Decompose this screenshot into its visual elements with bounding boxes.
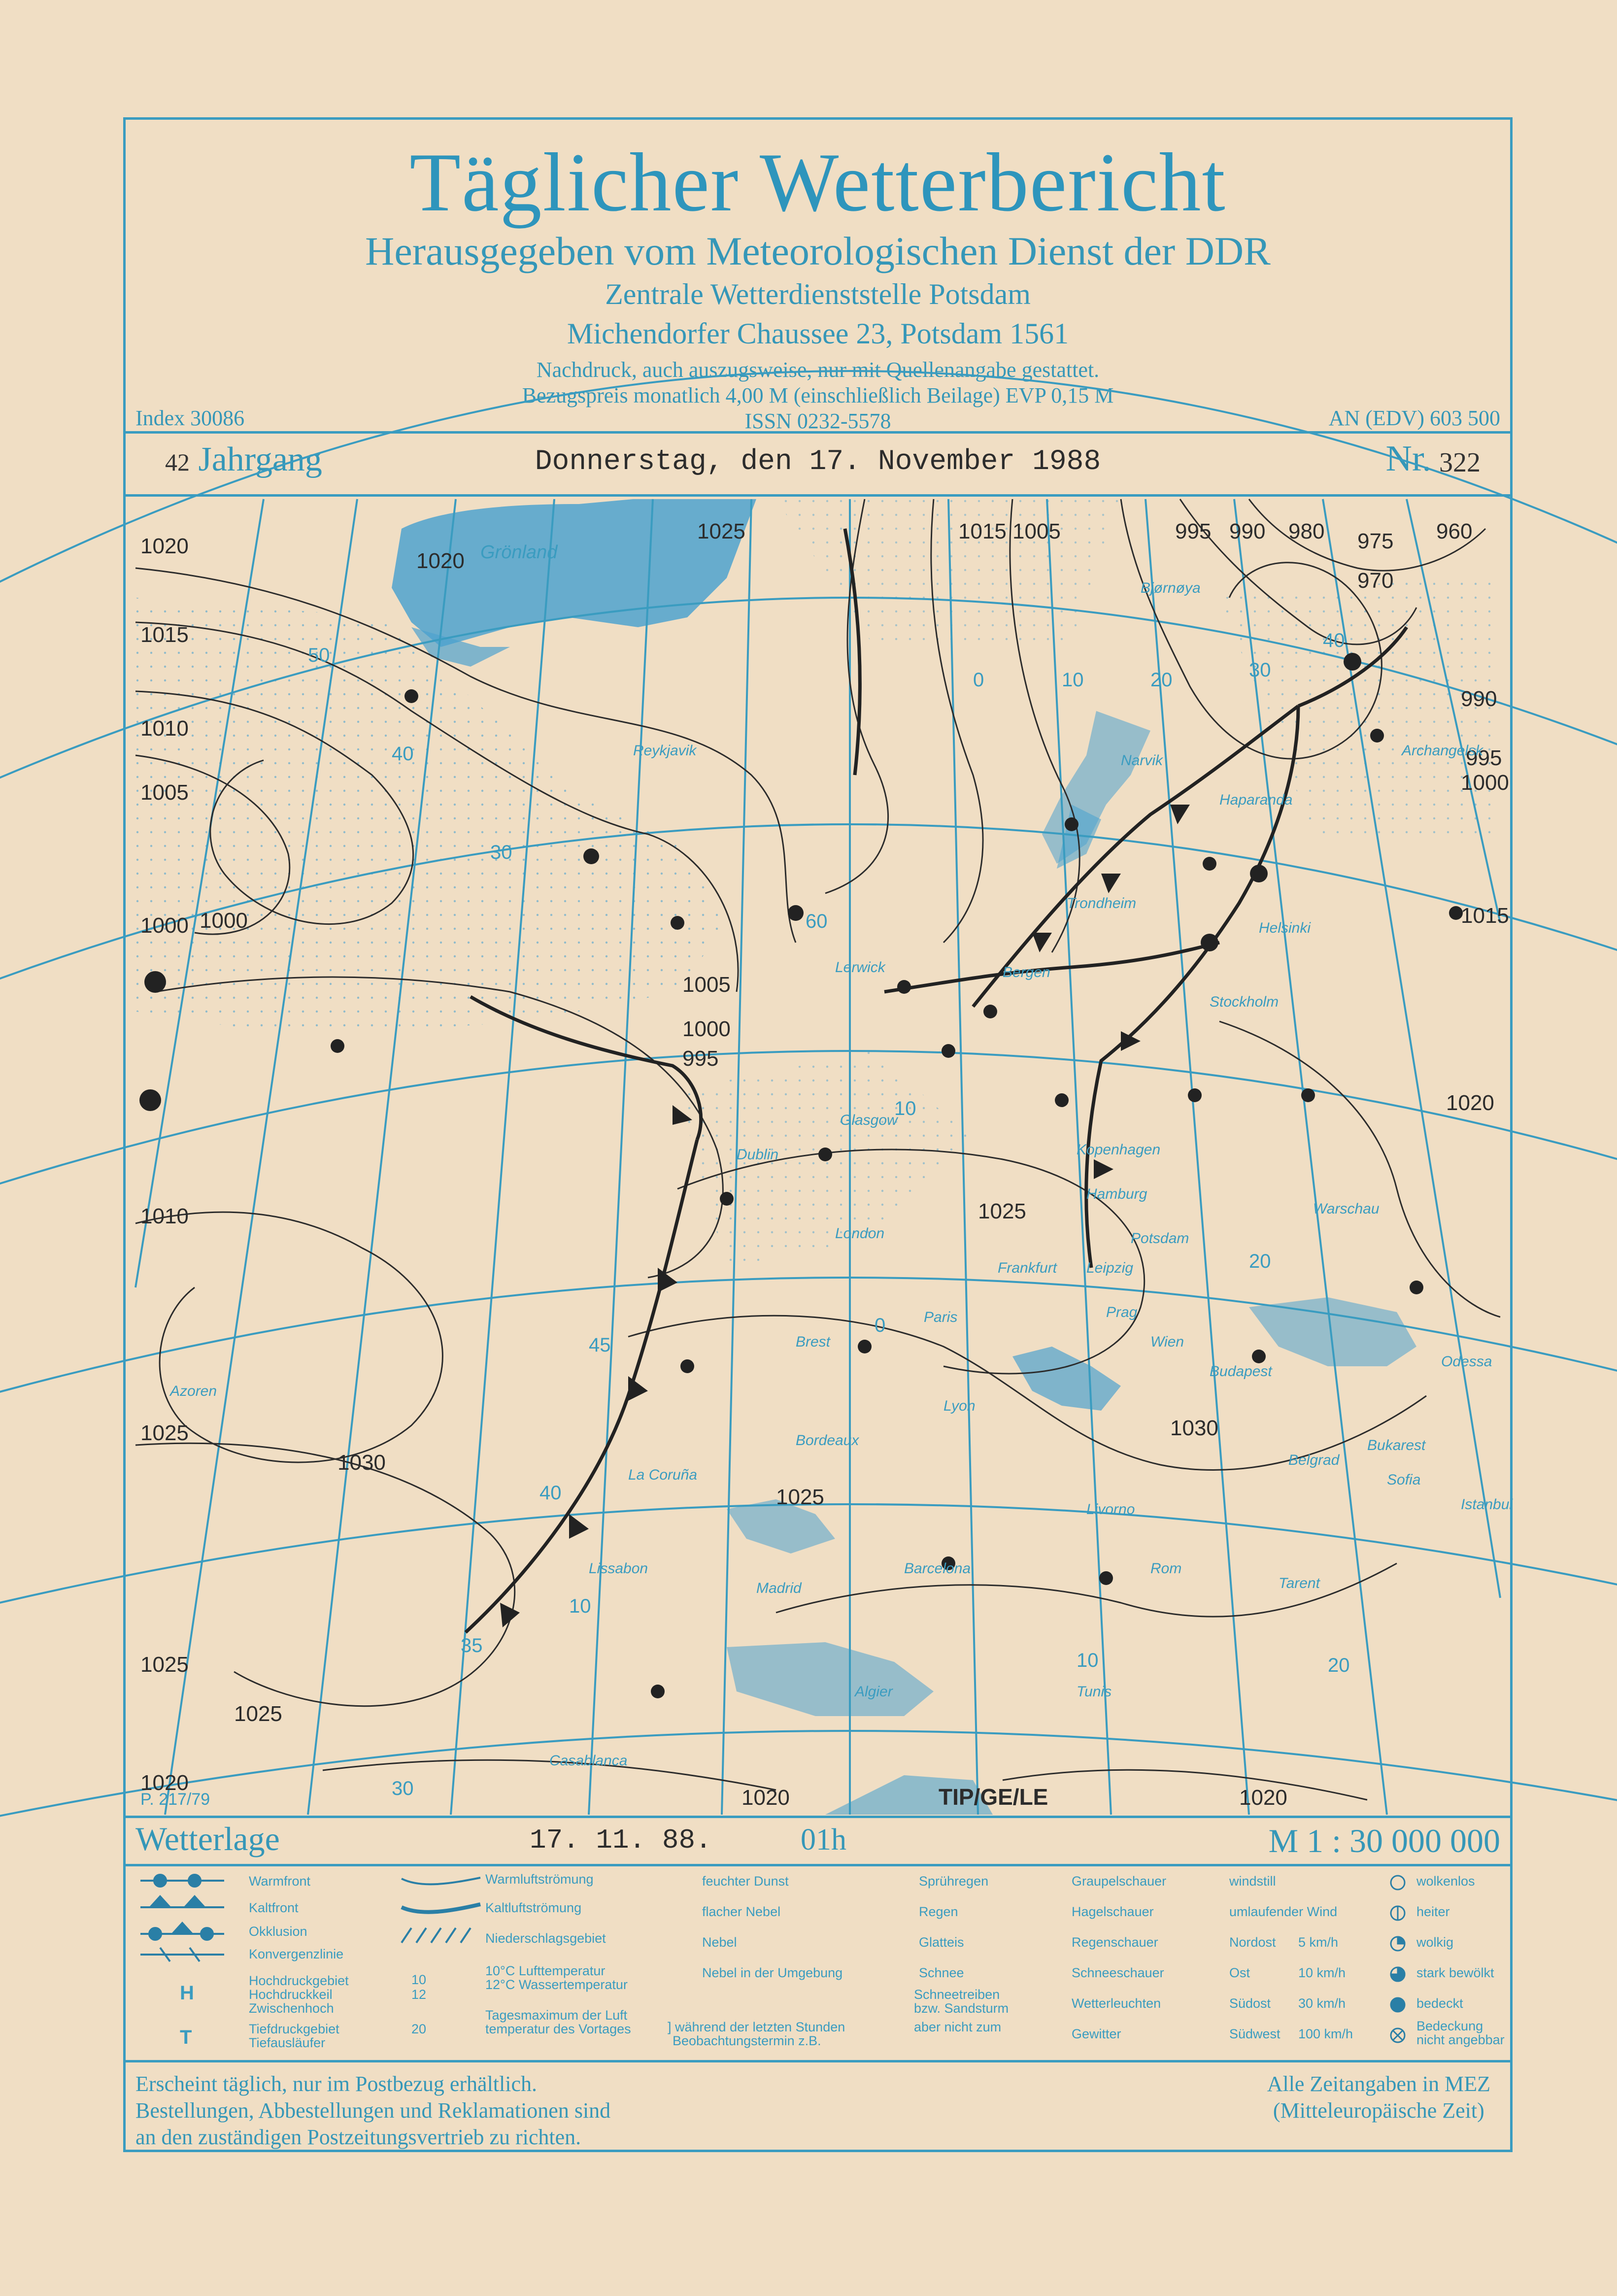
- place-label: Sofia: [1387, 1472, 1421, 1488]
- legend-wolkenlos: wolkenlos: [1416, 1874, 1475, 1889]
- sky-obscured-mark: [1393, 2030, 1403, 2040]
- place-label: Warschau: [1313, 1201, 1380, 1217]
- station: [583, 848, 599, 864]
- front-semicircle: [144, 971, 166, 993]
- front-semicircle: [201, 1928, 213, 1940]
- reprint-note-1: Nachdruck, auch auszugsweise, nur mit Quellenangabe gestattet.: [536, 358, 1100, 382]
- pressure-label: 1000: [200, 909, 248, 933]
- divider: [126, 2060, 1510, 2062]
- station: [818, 1148, 832, 1161]
- legend-suedost: Südost: [1229, 1996, 1271, 2011]
- price-note: Bezugspreis monatlich 4,00 M (einschließlich Beilage) EVP 0,15 M: [522, 383, 1114, 407]
- lon-label: 0: [875, 1315, 886, 1336]
- place-label: Narvik: [1121, 752, 1163, 769]
- station: [1055, 1093, 1069, 1107]
- station: [897, 980, 911, 994]
- station: [788, 905, 804, 921]
- time-note-sub: (Mitteleuropäische Zeit): [1273, 2098, 1484, 2123]
- place-label: Tarent: [1279, 1575, 1320, 1591]
- nr-value: 322: [1439, 447, 1481, 478]
- place-label: Glasgow: [840, 1112, 898, 1128]
- pressure-label: 1020: [416, 549, 465, 573]
- place-label: Brest: [796, 1334, 831, 1350]
- place-label: Haparanda: [1219, 792, 1293, 808]
- wetterlage-label: Wetterlage: [135, 1820, 280, 1857]
- front-triangle: [500, 1603, 520, 1627]
- legend-stark-bewoelkt: stark bewölkt: [1416, 1965, 1494, 1980]
- place-label: Azoren: [170, 1383, 217, 1399]
- lon-label: 40: [1323, 630, 1345, 651]
- front-semicircle: [149, 1928, 161, 1940]
- map-scale: M 1 : 30 000 000: [1268, 1822, 1500, 1859]
- lon-label: 30: [1249, 659, 1271, 681]
- place-label: Livorno: [1086, 1501, 1135, 1518]
- lon-label: 20: [1249, 1250, 1271, 1272]
- lat-label: 40: [539, 1482, 562, 1504]
- convergence-line: [884, 943, 1219, 992]
- front-triangle: [1170, 805, 1190, 824]
- place-label: Belgrad: [1288, 1452, 1340, 1468]
- legend-speed: 30 km/h: [1298, 1996, 1346, 2011]
- lat-label: 60: [806, 911, 828, 932]
- legend-konvergenz: Konvergenzlinie: [249, 1947, 344, 1961]
- footer: [126, 2066, 1510, 2150]
- wetterlage-date: 17. 11. 88.: [530, 1824, 712, 1856]
- legend-nicht-angebbar: nicht angebbar: [1416, 2032, 1505, 2047]
- station: [331, 1039, 344, 1053]
- pressure-label: 1030: [1170, 1416, 1218, 1440]
- place-label: Paris: [924, 1309, 958, 1325]
- overcast-icon: [1391, 1998, 1405, 2012]
- weather-map-svg: [135, 499, 1513, 1815]
- legend-gewitter: Gewitter: [1072, 2026, 1121, 2041]
- wetterlage-row: [126, 1820, 1510, 1864]
- front-triangle: [172, 1923, 192, 1934]
- legend-beobachtung: Beobachtungstermin z.B.: [673, 2033, 821, 2048]
- front-semicircle: [139, 1089, 161, 1111]
- place-label: Bergen: [1003, 964, 1050, 980]
- station: [1252, 1350, 1266, 1363]
- clear-sky-icon: [1391, 1876, 1405, 1890]
- legend-nebel: Nebel: [702, 1935, 737, 1950]
- legend-bedeckung: Bedeckung: [1416, 2019, 1483, 2033]
- footer-line: Erscheint täglich, nur im Postbezug erhältlich.: [135, 2072, 538, 2096]
- station: [671, 916, 684, 930]
- lat-label: 35: [461, 1635, 483, 1656]
- place-label: Grönland: [480, 542, 558, 563]
- place-label: Tunis: [1077, 1684, 1112, 1700]
- pressure-label: 1025: [978, 1199, 1026, 1223]
- nr-label: Nr.: [1385, 439, 1431, 479]
- front-semicircle: [154, 1875, 166, 1887]
- jahrgang-number: 42: [165, 448, 190, 476]
- legend-kaltfront: Kaltfront: [249, 1900, 299, 1915]
- legend-niederschlag: Niederschlagsgebiet: [485, 1931, 606, 1946]
- legend-letzte-stunden: ] während der letzten Stunden: [668, 2020, 845, 2034]
- legend-sandsturm: bzw. Sandsturm: [914, 2001, 1009, 2016]
- front-triangle: [1094, 1159, 1113, 1179]
- pressure-label: 995: [1175, 519, 1212, 543]
- lon-label: 0: [973, 669, 984, 691]
- legend-heiter: heiter: [1416, 1904, 1450, 1919]
- station: [651, 1685, 665, 1698]
- lat-label: 50: [308, 644, 330, 666]
- legend-windstill: windstill: [1229, 1874, 1276, 1889]
- front-triangle: [150, 1896, 170, 1907]
- pressure-label: 990: [1461, 687, 1497, 711]
- station: [1065, 817, 1078, 831]
- place-label: Kopenhagen: [1077, 1142, 1161, 1158]
- legend: [126, 1869, 1510, 2056]
- high-symbol: H: [180, 1982, 194, 2004]
- legend-graupel: Graupelschauer: [1072, 1874, 1167, 1889]
- pressure-label: 1005: [682, 973, 731, 997]
- report-frame: [123, 117, 1513, 2152]
- place-label: Potsdam: [1131, 1230, 1189, 1247]
- place-label: London: [835, 1225, 885, 1242]
- place-label: Trondheim: [1067, 895, 1137, 912]
- divider: [126, 494, 1510, 497]
- front-semicircle: [1250, 865, 1268, 882]
- legend-spruehregen: Sprühregen: [919, 1874, 989, 1889]
- divider: [126, 1816, 1510, 1818]
- place-label: Bordeaux: [796, 1432, 859, 1449]
- legend-temp-num: 20: [411, 2022, 427, 2036]
- footer-line: an den zuständigen Postzeitungsvertrieb zu richten.: [135, 2125, 581, 2149]
- pressure-label: 960: [1436, 519, 1473, 543]
- publisher-line: Herausgegeben vom Meteorologischen Dienst der DDR: [365, 229, 1271, 273]
- pressure-label: 1020: [741, 1786, 790, 1810]
- pressure-label: 1010: [140, 716, 189, 741]
- pressure-label: 1020: [1446, 1091, 1494, 1115]
- legend-okklusion: Okklusion: [249, 1924, 307, 1939]
- place-label: Prag: [1106, 1304, 1138, 1320]
- front-triangle: [1101, 874, 1121, 893]
- legend-schneeschauer: Schneeschauer: [1072, 1965, 1164, 1980]
- weather-map: [135, 499, 1513, 1815]
- lat-label: 40: [392, 743, 414, 765]
- lon-label: 10: [1077, 1650, 1099, 1671]
- legend-tief: Tiefdruckgebiet: [249, 2022, 339, 2036]
- place-label: Budapest: [1210, 1363, 1272, 1380]
- cloud-cover-icons: [1387, 1869, 1412, 2056]
- an-number: AN (EDV) 603 500: [1328, 406, 1500, 430]
- legend-dunst: feuchter Dunst: [702, 1874, 789, 1889]
- cold-front: [466, 1140, 697, 1632]
- pressure-label: 975: [1357, 529, 1394, 553]
- place-label: Lissabon: [589, 1560, 648, 1577]
- front-triangle: [569, 1514, 589, 1539]
- footer-right: [1267, 2071, 1490, 2124]
- pressure-label: 1005: [140, 780, 189, 805]
- lon-label: 10: [569, 1595, 591, 1617]
- address-line: Michendorfer Chaussee 23, Potsdam 1561: [567, 317, 1069, 350]
- legend-warmluft: Warmluftströmung: [485, 1872, 594, 1887]
- station: [1203, 857, 1216, 871]
- pressure-label: 1025: [697, 519, 745, 543]
- station: [1370, 729, 1384, 743]
- station: [1188, 1088, 1202, 1102]
- place-label: Dublin: [737, 1147, 779, 1163]
- legend-wetterleuchten: Wetterleuchten: [1072, 1996, 1161, 2011]
- index-number: Index 30086: [135, 406, 245, 430]
- time-note: Alle Zeitangaben in MEZ: [1267, 2072, 1490, 2096]
- front-triangle: [185, 1896, 204, 1907]
- meridian: [589, 499, 653, 1815]
- issue-date: Donnerstag, den 17. November 1988: [535, 446, 1101, 478]
- station: [983, 1005, 997, 1018]
- pressure-label: 995: [682, 1047, 719, 1071]
- pressure-label: 1015: [1461, 904, 1509, 928]
- pressure-label: 1000: [1461, 771, 1509, 795]
- place-label: Casablanca: [549, 1753, 628, 1769]
- station: [404, 689, 418, 703]
- place-label: Lerwick: [835, 959, 885, 976]
- pressure-label: 980: [1288, 519, 1325, 543]
- legend-regen: Regen: [919, 1904, 958, 1919]
- legend-umlaufend: umlaufender Wind: [1229, 1904, 1338, 1919]
- place-label: Bukarest: [1367, 1437, 1426, 1453]
- place-label: Lyon: [943, 1398, 976, 1414]
- form-number: P. 217/79: [140, 1790, 210, 1809]
- legend-flacher-nebel: flacher Nebel: [702, 1904, 781, 1919]
- report-title: Täglicher Wetterbericht: [409, 136, 1226, 229]
- pressure-label: 970: [1357, 569, 1394, 593]
- issn: ISSN 0232-5578: [744, 409, 891, 433]
- legend-aber-nicht: aber nicht zum: [914, 2020, 1002, 2034]
- legend-regenschauer: Regenschauer: [1072, 1935, 1158, 1950]
- place-label: Algier: [855, 1684, 893, 1700]
- pressure-label: 1005: [1012, 519, 1061, 543]
- legend-speed: 10 km/h: [1298, 1965, 1346, 1980]
- wetterlage-hour: 01h: [801, 1823, 846, 1857]
- pressure-label: 1000: [140, 913, 189, 938]
- stamp: TIP/GE/LE: [939, 1784, 1048, 1810]
- legend-suedwest: Südwest: [1229, 2026, 1280, 2041]
- warm-air-arrow: [402, 1878, 480, 1884]
- legend-speed: 100 km/h: [1298, 2026, 1353, 2041]
- pressure-label: 995: [1466, 746, 1502, 770]
- legend-tiefauslaeufer: Tiefausläufer: [249, 2035, 326, 2050]
- place-label: Hamburg: [1086, 1186, 1147, 1202]
- pressure-label: 1015: [140, 623, 189, 647]
- legend-temp-num: 12: [411, 1987, 427, 2002]
- legend-kaltluft: Kaltluftströmung: [485, 1900, 582, 1915]
- station: [720, 1192, 734, 1206]
- legend-zwischenhoch: Zwischenhoch: [249, 2001, 334, 2016]
- pressure-label: 1025: [234, 1702, 282, 1726]
- lon-label: 10: [1062, 669, 1084, 691]
- pressure-label: 1020: [1239, 1786, 1287, 1810]
- jahrgang-label: Jahrgang: [198, 440, 322, 478]
- footer-left: [135, 2071, 610, 2151]
- front-semicircle: [1344, 653, 1361, 671]
- legend-lufttemp: 10°C Lufttemperatur: [485, 1963, 606, 1978]
- place-label: Bjørnøya: [1141, 580, 1201, 596]
- station: [1301, 1088, 1315, 1102]
- place-label: Odessa: [1441, 1353, 1492, 1370]
- front-semicircle: [189, 1875, 201, 1887]
- place-label: Madrid: [756, 1580, 802, 1596]
- legend-schneetreiben: Schneetreiben: [914, 1987, 1000, 2002]
- front-triangle: [1032, 933, 1052, 952]
- legend-schnee: Schnee: [919, 1965, 964, 1980]
- footer-line: Bestellungen, Abbestellungen und Reklamationen sind: [135, 2098, 611, 2123]
- low-symbol: T: [180, 2026, 192, 2048]
- station: [1099, 1571, 1113, 1585]
- lat-label: 30: [392, 1778, 414, 1799]
- legend-bedeckt: bedeckt: [1416, 1996, 1463, 2011]
- place-label: Archangelsk: [1402, 743, 1483, 759]
- place-label: Leipzig: [1086, 1260, 1134, 1276]
- isobar: [1003, 1770, 1367, 1800]
- pressure-label: 1000: [682, 1017, 731, 1041]
- legend-hagel: Hagelschauer: [1072, 1904, 1154, 1919]
- station: [942, 1044, 955, 1058]
- pressure-label: 1030: [337, 1451, 386, 1475]
- place-label: La Coruña: [628, 1467, 698, 1483]
- office-line: Zentrale Wetterdienststelle Potsdam: [605, 278, 1031, 310]
- meridian: [1145, 499, 1249, 1815]
- place-label: Reykjavik: [633, 743, 697, 759]
- lat-label: 30: [490, 842, 512, 863]
- station: [1410, 1281, 1423, 1294]
- place-label: Frankfurt: [998, 1260, 1057, 1276]
- legend-nordost: Nordost: [1229, 1935, 1276, 1950]
- station: [680, 1359, 694, 1373]
- legend-hochkeil: Hochdruckkeil: [249, 1987, 333, 2002]
- legend-nebel-umgebung: Nebel in der Umgebung: [702, 1965, 843, 1980]
- cold-air-arrow: [402, 1904, 480, 1912]
- atlas-mountains: [727, 1642, 934, 1716]
- legend-ost: Ost: [1229, 1965, 1250, 1980]
- lon-label: 20: [1328, 1654, 1350, 1676]
- legend-hoch: Hochdruckgebiet: [249, 1973, 349, 1988]
- place-label: Istanbul: [1461, 1496, 1513, 1513]
- pressure-label: 1025: [776, 1485, 824, 1509]
- lon-label: 10: [894, 1098, 916, 1119]
- legend-wassertemp: 12°C Wassertemperatur: [485, 1977, 628, 1992]
- legend-glatteis: Glatteis: [919, 1935, 964, 1950]
- legend-vortag: temperatur des Vortages: [485, 2022, 631, 2036]
- legend-temp-num: 10: [411, 1972, 427, 1987]
- pressure-label: 1010: [140, 1204, 189, 1228]
- pressure-label: 1020: [140, 1771, 189, 1795]
- lon-label: 20: [1150, 669, 1173, 691]
- place-label: Barcelona: [904, 1560, 971, 1577]
- pressure-label: 990: [1229, 519, 1266, 543]
- legend-tagesmax: Tagesmaximum der Luft: [485, 2008, 628, 2023]
- pressure-label: 1015: [958, 519, 1007, 543]
- front-triangle: [628, 1376, 648, 1401]
- pressure-label: 1020: [140, 534, 189, 558]
- legend-warmfront: Warmfront: [249, 1874, 311, 1889]
- issue-row: [126, 435, 1510, 494]
- legend-wolkig: wolkig: [1416, 1935, 1454, 1950]
- front-semicircle: [1201, 934, 1218, 951]
- partly-cloudy-fill: [1398, 1937, 1405, 1944]
- station: [858, 1340, 872, 1353]
- precip-area-symbol: [402, 1928, 471, 1943]
- lat-label: 45: [589, 1334, 611, 1356]
- pressure-label: 1025: [140, 1653, 189, 1677]
- divider: [126, 1864, 1510, 1866]
- place-label: Stockholm: [1210, 994, 1279, 1010]
- place-label: Rom: [1150, 1560, 1182, 1577]
- place-label: Wien: [1150, 1334, 1184, 1350]
- pressure-label: 1025: [140, 1421, 189, 1445]
- front-triangle: [658, 1268, 677, 1292]
- place-label: Helsinki: [1259, 920, 1311, 936]
- reprint-note: [126, 357, 1510, 434]
- legend-speed: 5 km/h: [1298, 1935, 1339, 1950]
- alps: [1012, 1347, 1121, 1411]
- isobar: [1219, 1021, 1500, 1317]
